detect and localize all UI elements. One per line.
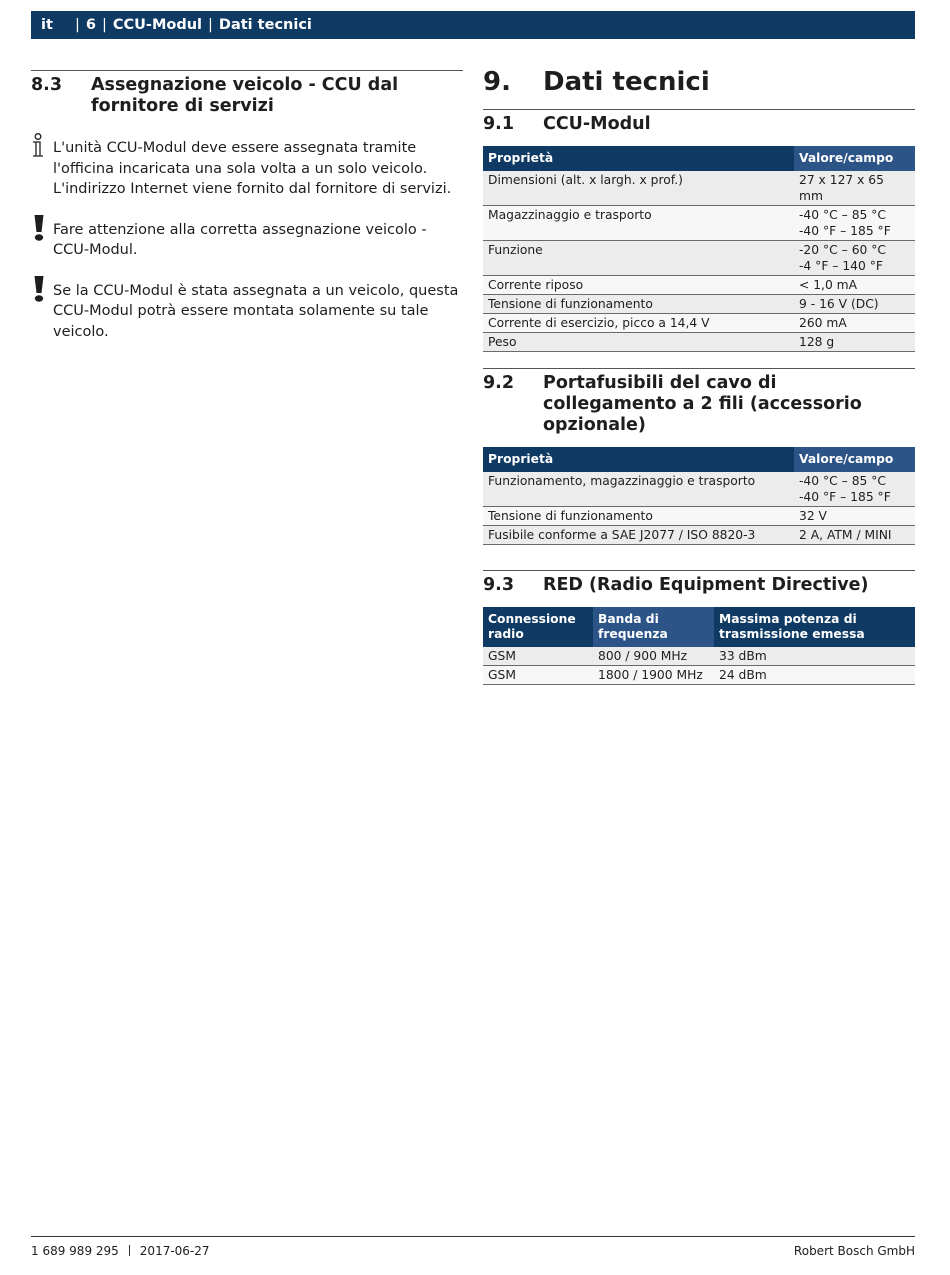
table-row [483, 206, 915, 241]
table-cell: < 1,0 mA [794, 276, 915, 295]
spec-table-radio [483, 607, 915, 685]
column-header: Massima potenza di trasmissione emessa [714, 607, 915, 647]
table-cell: Tensione di funzionamento [483, 507, 794, 526]
table-cell: Corrente di esercizio, picco a 14,4 V [483, 314, 794, 333]
language-code: it [41, 17, 53, 33]
header-separator: | [75, 17, 80, 33]
table-row [483, 666, 915, 685]
page-header [31, 11, 915, 39]
right-column [483, 62, 915, 685]
table-cell: -20 °C – 60 °C -4 °F – 140 °F [794, 241, 915, 276]
section-heading-9-1 [483, 114, 915, 135]
info-icon [31, 138, 53, 200]
section-rule [483, 368, 915, 369]
table-cell: Funzionamento, magazzinaggio e trasporto [483, 472, 794, 507]
table-cell: Fusibile conforme a SAE J2077 / ISO 8820-3 [483, 526, 794, 545]
table-cell: 27 x 127 x 65 mm [794, 171, 915, 206]
note-warning [31, 281, 463, 343]
table-cell: 800 / 900 MHz [593, 647, 714, 666]
note-text: L'unità CCU-Modul deve essere assegnata tramite l'officina incaricata una sola volta a un solo veicolo. L'indirizzo Internet viene fornito dal fornitore di servizi. [53, 140, 452, 197]
footer-left [31, 1244, 210, 1258]
section-number: 9.1 [483, 114, 515, 134]
warning-icon [31, 281, 53, 343]
chapter-number: 9. [483, 67, 511, 97]
table-cell: 128 g [794, 333, 915, 352]
table-cell: 33 dBm [714, 647, 915, 666]
table-cell: Tensione di funzionamento [483, 295, 794, 314]
section-rule [483, 109, 915, 110]
table-row [483, 241, 915, 276]
section-title: Portafusibili del cavo di collegamento a 2 fili (accessorio opzionale) [543, 373, 862, 435]
table-cell: 32 V [794, 507, 915, 526]
table-cell: -40 °C – 85 °C -40 °F – 185 °F [794, 206, 915, 241]
note-text: Fare attenzione alla corretta assegnazione veicolo - CCU-Modul. [53, 221, 427, 258]
page-number: 6 [85, 17, 96, 33]
header-separator: | [208, 17, 213, 33]
table-row [483, 314, 915, 333]
column-header: Proprietà [483, 146, 794, 171]
table-cell: 1800 / 1900 MHz [593, 666, 714, 685]
page-footer [31, 1236, 915, 1258]
product-name: CCU-Modul [112, 17, 203, 33]
table-cell: GSM [483, 666, 593, 685]
table-cell: Magazzinaggio e trasporto [483, 206, 794, 241]
table-cell: -40 °C – 85 °C -40 °F – 185 °F [794, 472, 915, 507]
table-cell: Dimensioni (alt. x largh. x prof.) [483, 171, 794, 206]
section-number: 8.3 [31, 75, 63, 95]
table-cell: Corrente riposo [483, 276, 794, 295]
table-header-row [483, 607, 915, 647]
left-column [31, 70, 463, 342]
spec-table-ccu [483, 146, 915, 352]
table-cell: Peso [483, 333, 794, 352]
document-number: 1 689 989 295 [31, 1244, 119, 1258]
section-number: 9.3 [483, 575, 515, 595]
table-row [483, 171, 915, 206]
section-rule [483, 570, 915, 571]
section-heading-9-3 [483, 575, 915, 596]
table-row [483, 295, 915, 314]
header-separator: | [101, 17, 107, 33]
table-cell: Funzione [483, 241, 794, 276]
table-header-row [483, 146, 915, 171]
table-header-row [483, 447, 915, 472]
column-header: Connessione radio [483, 607, 593, 647]
section-heading-8-3 [31, 75, 463, 117]
chapter-title: Dati tecnici [543, 67, 710, 97]
section-heading-9-2 [483, 373, 915, 436]
chapter-heading [483, 62, 915, 102]
table-cell: 9 - 16 V (DC) [794, 295, 915, 314]
header-section: Dati tecnici [218, 17, 312, 33]
column-header: Banda di frequenza [593, 607, 714, 647]
warning-icon [31, 220, 53, 261]
document-date: 2017-06-27 [139, 1244, 210, 1258]
column-header: Valore/campo [794, 447, 915, 472]
note-warning [31, 220, 463, 261]
table-row [483, 526, 915, 545]
spec-table-fuse [483, 447, 915, 545]
column-header: Proprietà [483, 447, 794, 472]
table-row [483, 333, 915, 352]
table-row [483, 647, 915, 666]
table-row [483, 276, 915, 295]
note-info [31, 138, 463, 200]
table-cell: GSM [483, 647, 593, 666]
table-cell: 24 dBm [714, 666, 915, 685]
section-title: Assegnazione veicolo - CCU dal fornitore di servizi [91, 75, 399, 116]
section-number: 9.2 [483, 373, 515, 393]
column-header: Valore/campo [794, 146, 915, 171]
section-title: CCU-Modul [543, 114, 651, 134]
company-name: Robert Bosch GmbH [793, 1244, 915, 1258]
table-cell: 260 mA [794, 314, 915, 333]
note-text: Se la CCU-Modul è stata assegnata a un veicolo, questa CCU-Modul potrà essere montata solamente su tale veicolo. [53, 282, 459, 340]
section-title: RED (Radio Equipment Directive) [543, 575, 869, 595]
table-row [483, 472, 915, 507]
footer-separator [129, 1245, 130, 1256]
section-rule [31, 70, 463, 71]
table-row [483, 507, 915, 526]
table-cell: 2 A, ATM / MINI [794, 526, 915, 545]
